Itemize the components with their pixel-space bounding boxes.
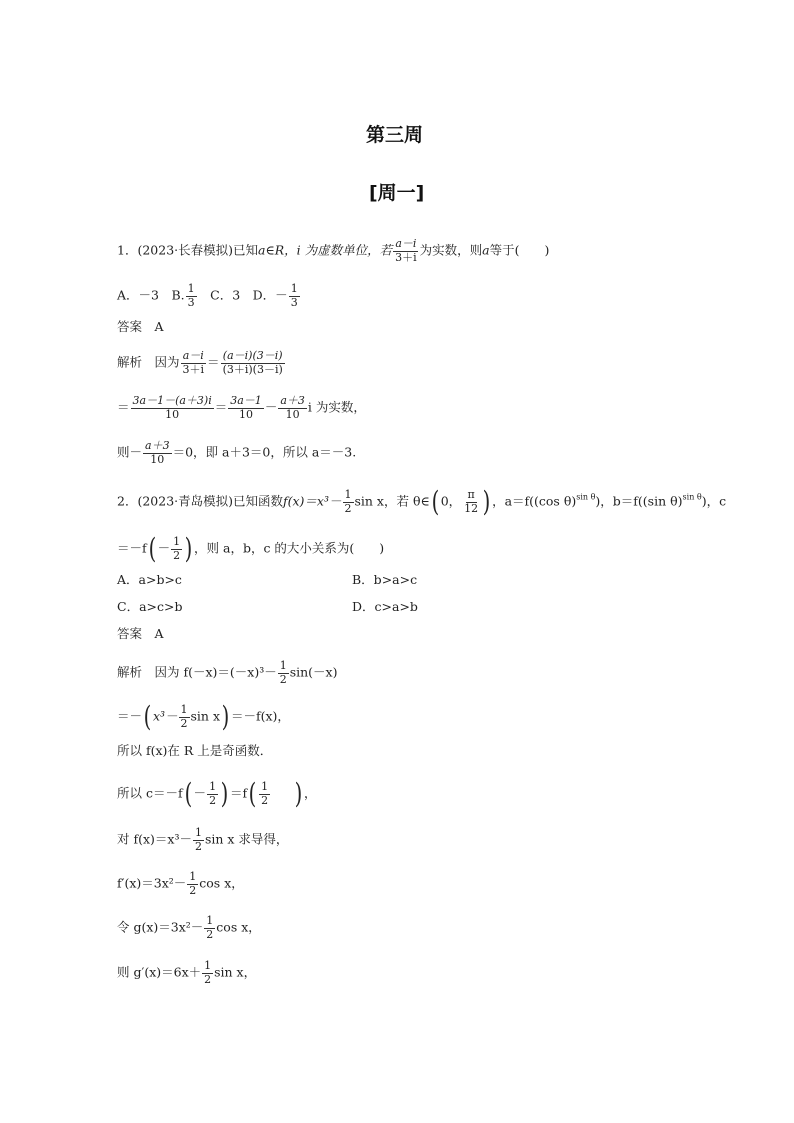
q1-solution-line3: 则－ $\frac{a+3}{10}$ ＝0，即 a＋3＝0，所以 a＝－3.	[117, 439, 357, 466]
q1-solution-line1: 解析 因为 $\frac{a-i}{3+i}$ ＝ $\frac{(a-i)(3-i)}{(3+i)(3-i)}$	[117, 349, 283, 376]
day-title: [周一]	[369, 182, 425, 204]
q2-solution-line6: f′(x)＝3x²－ $\frac{1}{2}$ cos x，	[117, 870, 244, 897]
q2-option-c: C．a>c>b	[117, 599, 183, 614]
q1-lead: 1．(2023·长春模拟)已知	[117, 242, 258, 258]
q2-stem-line1: 2．(2023·青岛模拟)已知函数f(x)＝x³－ $\frac{1}{2}$ sin x，若 θ∈( 0， $\frac{\pi}{12}$ ) ，a＝f((cos θ)$^{sin \theta}$)，b＝f((sin θ)$^{sin \theta}$)，c	[117, 485, 727, 518]
q1-answer: 答案 A	[117, 319, 164, 334]
q1-options: A．－3 B. $\frac{1}{3}$ C．3 D．－ $\frac{1}{3}$	[117, 282, 298, 309]
q2-answer: 答案 A	[117, 626, 164, 641]
week-title: 第三周	[366, 124, 424, 146]
q2-solution-line5: 对 f(x)＝x³－ $\frac{1}{2}$ sin x 求导得，	[117, 826, 289, 853]
q2-solution-line2: ＝－( x³－ $\frac{1}{2}$ sin x) ＝－f(x)，	[117, 700, 290, 733]
q2-option-d: D．c>a>b	[352, 599, 418, 614]
q1-solution-line2: ＝ $\frac{3a-1-(a+3)i}{10}$ ＝ $\frac{3a-1}{10}$ － $\frac{a+3}{10}$ i 为实数，	[117, 394, 366, 421]
q2-solution-line1: 解析 因为 f(－x)＝(－x)³－ $\frac{1}{2}$ sin(－x)	[117, 659, 338, 686]
q2-solution-line3: 所以 f(x)在 R 上是奇函数．	[117, 743, 273, 758]
q2-solution-line7: 令 g(x)＝3x²－ $\frac{1}{2}$ cos x，	[117, 914, 261, 941]
q2-solution-line8: 则 g′(x)＝6x＋ $\frac{1}{2}$ sin x，	[117, 959, 257, 986]
q2-option-a: A．a>b>c	[117, 572, 182, 587]
q2-stem-line2: ＝－f( － $\frac{1}{2}$ ) ，则 a，b，c 的大小关系为( )	[117, 532, 385, 565]
q2-solution-line4: 所以 c＝－f( － $\frac{1}{2}$ ) ＝f( $\frac{1}{2}$ ) ，	[117, 777, 317, 810]
q2-option-b: B．b>a>c	[352, 572, 418, 587]
q1-stem: 1．(2023·长春模拟)已知a∈R，i 为虚数单位，若 $\frac{a-i}{3+i}$ 为实数，则a等于( )	[117, 237, 550, 264]
q1-cond: a∈R，i 为虚数单位，若	[258, 242, 393, 258]
q1-fraction: $\frac{a-i}{3+i}$	[395, 237, 417, 264]
